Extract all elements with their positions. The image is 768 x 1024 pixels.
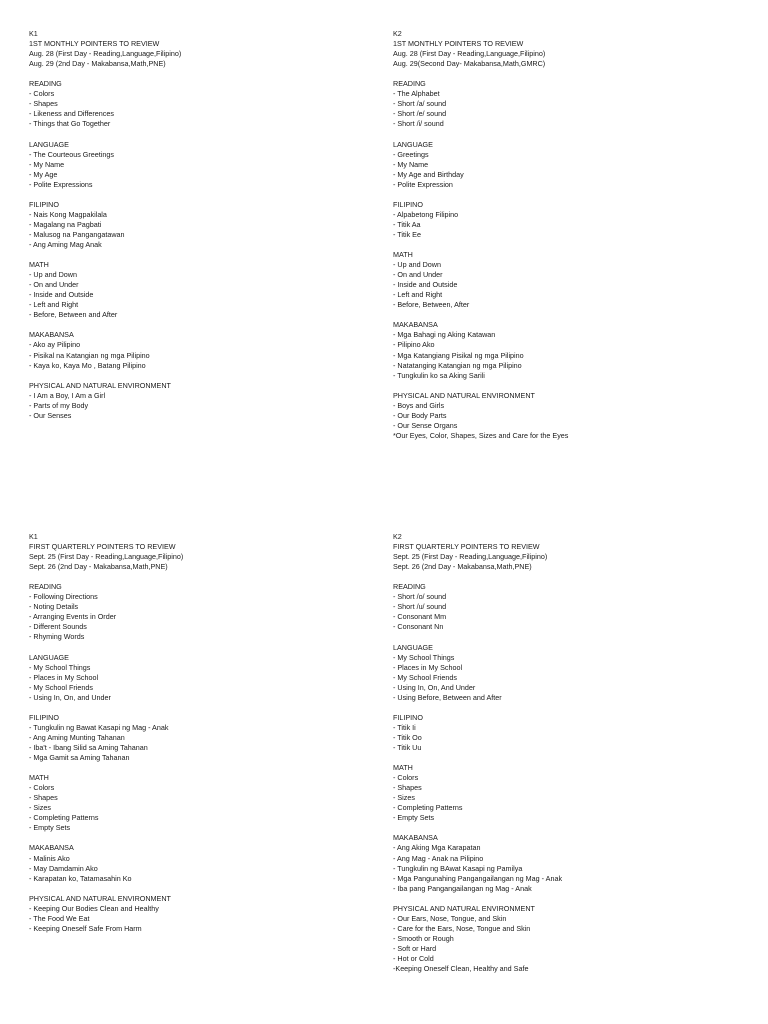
- subject-heading: PHYSICAL AND NATURAL ENVIRONMENT: [29, 893, 171, 903]
- section-spacer: [393, 703, 753, 713]
- topic-item: - On and Under: [393, 270, 443, 280]
- section-spacer: [29, 833, 389, 843]
- subject-heading: PHYSICAL AND NATURAL ENVIRONMENT: [393, 390, 535, 400]
- review-title: 1ST MONTHLY POINTERS TO REVIEW: [393, 39, 524, 49]
- topic-item: - Titik Aa: [393, 219, 421, 229]
- topic-item: - My Age: [29, 169, 58, 179]
- topic-item: - Ang Aking Mga Karapatan: [393, 843, 481, 853]
- exam-schedule-line: Aug. 29(Second Day- Makabansa,Math,GMRC): [393, 59, 546, 69]
- topic-item: - Short /e/ sound: [393, 109, 447, 119]
- topic-item: - Tungkulin ng Bawat Kasapi ng Mag - Anak: [29, 722, 169, 732]
- topic-item: - Iba't - Ibang Silid sa Aming Tahanan: [29, 742, 148, 752]
- topic-item: - The Alphabet: [393, 89, 440, 99]
- grade-label: K1: [29, 29, 38, 38]
- topic-item: - May Damdamin Ako: [29, 863, 98, 873]
- topic-item: - Mga Pangunahing Pangangailangan ng Mag - Anak: [393, 873, 563, 883]
- topic-item: - The Food We Eat: [29, 913, 90, 923]
- topic-item: - Mga Gamit sa Aming Tahanan: [29, 753, 130, 763]
- topic-item: - Rhyming Words: [29, 632, 85, 642]
- section-spacer: [393, 632, 753, 642]
- topic-item: - Keeping Our Bodies Clean and Healthy: [29, 903, 159, 913]
- topic-item: - Places in My School: [393, 662, 463, 672]
- topic-item: - Ang Mag - Anak na Pilipino: [393, 853, 484, 863]
- subject-heading: MATH: [29, 260, 49, 270]
- subject-heading: FILIPINO: [393, 199, 423, 209]
- k1-monthly-pointers-block: [29, 29, 389, 421]
- topic-item: - Colors: [393, 773, 419, 783]
- topic-item: - Completing Patterns: [29, 813, 99, 823]
- topic-item: - Titik Ii: [393, 722, 416, 732]
- topic-item: - Shapes: [29, 793, 58, 803]
- section-spacer: [393, 894, 753, 904]
- subject-heading: MAKABANSA: [393, 320, 438, 330]
- topic-item: - Ako ay Pilipino: [29, 340, 81, 350]
- topic-item: - Shapes: [29, 99, 58, 109]
- topic-item: - Noting Details: [29, 602, 79, 612]
- topic-item: - Mga Bahagi ng Aking Katawan: [393, 330, 496, 340]
- topic-item: - Arranging Events in Order: [29, 612, 117, 622]
- topic-item: - Alpabetong Filipino: [393, 209, 459, 219]
- exam-schedule-line: Sept. 26 (2nd Day - Makabansa,Math,PNE): [29, 562, 168, 572]
- subject-heading: READING: [29, 582, 62, 592]
- review-title: FIRST QUARTERLY POINTERS TO REVIEW: [29, 542, 176, 552]
- topic-item: - Greetings: [393, 149, 429, 159]
- subject-heading: PHYSICAL AND NATURAL ENVIRONMENT: [393, 903, 535, 913]
- section-spacer: [393, 381, 753, 391]
- topic-item: - Magalang na Pagbati: [29, 219, 102, 229]
- section-spacer: [29, 572, 389, 582]
- topic-item: - Natatanging Katangian ng mga Pilipino: [393, 360, 522, 370]
- topic-item: - Colors: [29, 783, 55, 793]
- topic-item: - Before, Between and After: [29, 310, 118, 320]
- subject-heading: LANGUAGE: [393, 139, 433, 149]
- topic-item: - Places in My School: [29, 672, 99, 682]
- topic-item: - Colors: [29, 89, 55, 99]
- section-spacer: [29, 250, 389, 260]
- subject-heading: LANGUAGE: [29, 139, 69, 149]
- exam-schedule-line: Aug. 28 (First Day - Reading,Language,Filipino): [29, 49, 182, 59]
- topic-item: - Care for the Ears, Nose, Tongue and Skin: [393, 923, 531, 933]
- k2-quarterly-pointers-block: [393, 532, 753, 974]
- topic-item: - Different Sounds: [29, 622, 87, 632]
- exam-schedule-line: Sept. 25 (First Day - Reading,Language,Filipino): [29, 552, 184, 562]
- subject-heading: FILIPINO: [29, 199, 59, 209]
- k1-quarterly-pointers-block: [29, 532, 389, 934]
- topic-item: - Ang Aming Munting Tahanan: [29, 732, 125, 742]
- topic-item: - Ang Aming Mag Anak: [29, 239, 102, 249]
- topic-item: - Left and Right: [29, 300, 79, 310]
- section-spacer: [29, 884, 389, 894]
- topic-item: - Malinis Ako: [29, 853, 70, 863]
- topic-item: - Tungkulin ko sa Aking Sarili: [393, 370, 485, 380]
- subject-heading: LANGUAGE: [29, 652, 69, 662]
- section-spacer: [29, 69, 389, 79]
- topic-item: - Hot or Cold: [393, 953, 434, 963]
- section-spacer: [29, 703, 389, 713]
- topic-item: - Completing Patterns: [393, 803, 463, 813]
- subject-heading: MATH: [29, 773, 49, 783]
- topic-item: - Smooth or Rough: [393, 933, 454, 943]
- topic-item: - Before, Between, After: [393, 300, 470, 310]
- topic-item: - Empty Sets: [29, 823, 71, 833]
- topic-item: - Consonant Mm: [393, 612, 447, 622]
- topic-item: - Polite Expression: [393, 179, 453, 189]
- topic-item: - Titik Ee: [393, 229, 421, 239]
- topic-item: - Parts of my Body: [29, 400, 89, 410]
- topic-item: - Titik Uu: [393, 742, 422, 752]
- subject-heading: MAKABANSA: [29, 843, 74, 853]
- topic-item: - Our Body Parts: [393, 410, 447, 420]
- topic-item: - Using In, On, And Under: [393, 682, 476, 692]
- subject-heading: MAKABANSA: [393, 833, 438, 843]
- topic-item: - Left and Right: [393, 290, 443, 300]
- grade-label: K2: [393, 29, 402, 38]
- topic-item: - Using Before, Between and After: [393, 692, 502, 702]
- topic-item: - My School Friends: [393, 672, 457, 682]
- topic-item: - Our Sense Organs: [393, 420, 458, 430]
- subject-heading: PHYSICAL AND NATURAL ENVIRONMENT: [29, 380, 171, 390]
- subject-heading: READING: [393, 582, 426, 592]
- subject-heading: MATH: [393, 763, 413, 773]
- topic-item: - Iba pang Pangangailangan ng Mag - Anak: [393, 883, 532, 893]
- topic-item: - Likeness and Differences: [29, 109, 114, 119]
- section-spacer: [393, 310, 753, 320]
- topic-item: - My Name: [393, 159, 429, 169]
- topic-item: - Empty Sets: [393, 813, 435, 823]
- topic-item: - My Name: [29, 159, 65, 169]
- grade-label: K1: [29, 532, 38, 541]
- topic-item: - Polite Expressions: [29, 179, 93, 189]
- section-spacer: [29, 763, 389, 773]
- grade-label: K2: [393, 532, 402, 541]
- section-spacer: [393, 69, 753, 79]
- topic-item: - Kaya ko, Kaya Mo , Batang Pilipino: [29, 360, 146, 370]
- topic-item: - Titik Oo: [393, 732, 422, 742]
- section-spacer: [29, 320, 389, 330]
- topic-item: - The Courteous Greetings: [29, 149, 114, 159]
- exam-schedule-line: Sept. 26 (2nd Day - Makabansa,Math,PNE): [393, 562, 532, 572]
- topic-item: *Our Eyes, Color, Shapes, Sizes and Care for the Eyes: [393, 430, 569, 440]
- topic-item: - Short /u/ sound: [393, 602, 447, 612]
- topic-item: - My Age and Birthday: [393, 169, 464, 179]
- topic-item: - Keeping Oneself Safe From Harm: [29, 923, 142, 933]
- topic-item: - Inside and Outside: [29, 290, 94, 300]
- topic-item: - Inside and Outside: [393, 280, 458, 290]
- topic-item: - Following Directions: [29, 592, 98, 602]
- subject-heading: READING: [29, 79, 62, 89]
- topic-item: - Mga Katangiang Pisikal ng mga Pilipino: [393, 350, 524, 360]
- topic-item: - Karapatan ko, Tatamasahin Ko: [29, 873, 132, 883]
- topic-item: - Pisikal na Katangian ng mga Pilipino: [29, 350, 150, 360]
- topic-item: - Sizes: [29, 803, 51, 813]
- section-spacer: [393, 129, 753, 139]
- topic-item: - Malusog na Pangangatawan: [29, 229, 125, 239]
- subject-heading: FILIPINO: [393, 712, 423, 722]
- section-spacer: [29, 129, 389, 139]
- section-spacer: [29, 643, 389, 653]
- review-title: 1ST MONTHLY POINTERS TO REVIEW: [29, 39, 160, 49]
- topic-item: - Sizes: [393, 793, 415, 803]
- topic-item: - Soft or Hard: [393, 943, 437, 953]
- topic-item: - I Am a Boy, I Am a Girl: [29, 390, 106, 400]
- section-spacer: [393, 240, 753, 250]
- subject-heading: MAKABANSA: [29, 330, 74, 340]
- topic-item: - Short /a/ sound: [393, 99, 447, 109]
- subject-heading: MATH: [393, 250, 413, 260]
- topic-item: - My School Things: [393, 652, 455, 662]
- topic-item: - Shapes: [393, 783, 422, 793]
- topic-item: - Our Senses: [29, 410, 72, 420]
- subject-heading: FILIPINO: [29, 712, 59, 722]
- topic-item: - Consonant Nn: [393, 622, 444, 632]
- topic-item: - Short /o/ sound: [393, 592, 447, 602]
- section-spacer: [393, 190, 753, 200]
- topic-item: - On and Under: [29, 280, 79, 290]
- subject-heading: READING: [393, 79, 426, 89]
- k2-monthly-pointers-block: [393, 29, 753, 441]
- section-spacer: [29, 371, 389, 381]
- subject-heading: LANGUAGE: [393, 642, 433, 652]
- topic-item: - Pilipino Ako: [393, 340, 435, 350]
- section-spacer: [393, 823, 753, 833]
- exam-schedule-line: Aug. 28 (First Day - Reading,Language,Filipino): [393, 49, 546, 59]
- exam-schedule-line: Sept. 25 (First Day - Reading,Language,Filipino): [393, 552, 548, 562]
- topic-item: - Up and Down: [393, 260, 441, 270]
- topic-item: - Our Ears, Nose, Tongue, and Skin: [393, 913, 507, 923]
- section-spacer: [29, 190, 389, 200]
- topic-item: - My School Friends: [29, 682, 93, 692]
- topic-item: - Up and Down: [29, 270, 77, 280]
- topic-item: - Short /i/ sound: [393, 119, 444, 129]
- review-title: FIRST QUARTERLY POINTERS TO REVIEW: [393, 542, 540, 552]
- topic-item: - Tungkulin ng BAwat Kasapi ng Pamilya: [393, 863, 523, 873]
- topic-item: - Boys and Girls: [393, 400, 445, 410]
- topic-item: - My School Things: [29, 662, 91, 672]
- section-spacer: [393, 753, 753, 763]
- topic-item: - Things that Go Together: [29, 119, 111, 129]
- topic-item: - Nais Kong Magpakilala: [29, 209, 107, 219]
- topic-item: - Using In, On, and Under: [29, 692, 111, 702]
- section-spacer: [393, 572, 753, 582]
- topic-item: -Keeping Oneself Clean, Healthy and Safe: [393, 964, 529, 974]
- exam-schedule-line: Aug. 29 (2nd Day - Makabansa,Math,PNE): [29, 59, 166, 69]
